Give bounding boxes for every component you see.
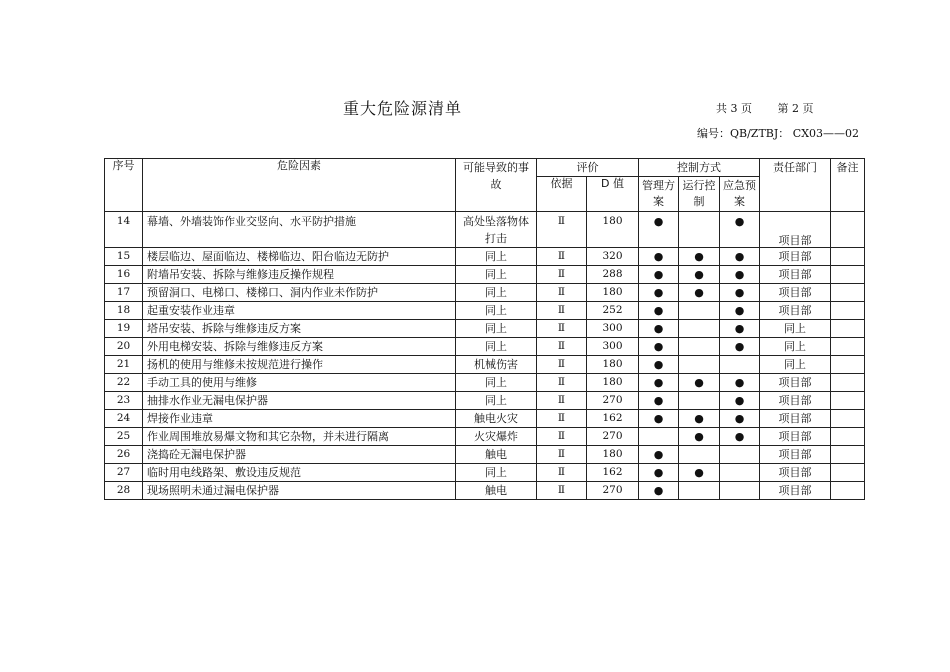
hazard-factor: 临时用电线路架、敷设违反规范 [143,464,456,482]
table-row [105,248,865,266]
responsible-dept: 同上 [760,356,831,374]
mgmt-plan-mark: ● [639,446,679,464]
row-number: 25 [105,428,143,446]
mgmt-plan-mark: ● [639,338,679,356]
emergency-plan-mark: ● [720,392,760,410]
mgmt-plan-mark: ● [639,464,679,482]
table-row [105,302,865,320]
possible-accident: 机械伤害 [456,356,537,374]
emergency-plan-mark: ● [720,212,760,248]
ops-control-mark: ● [679,410,720,428]
hazard-table [104,158,865,500]
d-value: 180 [587,284,639,302]
row-number: 18 [105,302,143,320]
table-row [105,266,865,284]
header-control: 控制方式 [639,159,760,177]
mgmt-plan-mark: ● [639,410,679,428]
mgmt-plan-mark: ● [639,302,679,320]
eval-basis: Ⅱ [537,284,587,302]
responsible-dept: 项目部 [760,428,831,446]
eval-basis: Ⅱ [537,428,587,446]
d-value: 270 [587,482,639,500]
hazard-factor: 塔吊安装、拆除与维修违反方案 [143,320,456,338]
hazard-factor: 抽排水作业无漏电保护器 [143,392,456,410]
ops-control-mark [679,392,720,410]
mgmt-plan-mark: ● [639,212,679,248]
note-cell [831,374,865,392]
note-cell [831,212,865,248]
row-number: 14 [105,212,143,248]
responsible-dept: 项目部 [760,410,831,428]
note-cell [831,446,865,464]
note-cell [831,248,865,266]
hazard-factor: 扬机的使用与维修未按规范进行操作 [143,356,456,374]
eval-basis: Ⅱ [537,482,587,500]
hazard-factor: 预留洞口、电梯口、楼梯口、洞内作业未作防护 [143,284,456,302]
row-number: 17 [105,284,143,302]
header-eval: 评价 [537,159,639,177]
table-row [105,356,865,374]
emergency-plan-mark: ● [720,302,760,320]
row-number: 20 [105,338,143,356]
hazard-factor: 外用电梯安装、拆除与维修违反方案 [143,338,456,356]
eval-basis: Ⅱ [537,320,587,338]
table-row [105,212,865,248]
d-value: 252 [587,302,639,320]
total-pages: 共 3 页 [716,102,752,115]
current-page: 第 2 页 [777,102,814,115]
table-row [105,320,865,338]
mgmt-plan-mark: ● [639,266,679,284]
header-mgmt: 管理方案 [639,177,679,212]
header-ops: 运行控制 [679,177,720,212]
table-row [105,284,865,302]
note-cell [831,284,865,302]
note-cell [831,428,865,446]
hazard-factor: 手动工具的使用与维修 [143,374,456,392]
row-number: 21 [105,356,143,374]
d-value: 180 [587,212,639,248]
responsible-dept: 项目部 [760,392,831,410]
ops-control-mark: ● [679,284,720,302]
header-no: 序号 [105,159,143,212]
mgmt-plan-mark: ● [639,374,679,392]
responsible-dept: 项目部 [760,284,831,302]
responsible-dept: 同上 [760,320,831,338]
d-value: 270 [587,428,639,446]
mgmt-plan-mark: ● [639,284,679,302]
mgmt-plan-mark: ● [639,356,679,374]
possible-accident: 同上 [456,320,537,338]
d-value: 300 [587,320,639,338]
header-dvalue: D 值 [587,177,639,212]
table-row [105,482,865,500]
table-row [105,374,865,392]
note-cell [831,320,865,338]
hazard-factor: 现场照明未通过漏电保护器 [143,482,456,500]
header-factor: 危险因素 [143,159,456,212]
note-cell [831,392,865,410]
emergency-plan-mark [720,482,760,500]
eval-basis: Ⅱ [537,266,587,284]
responsible-dept: 项目部 [760,302,831,320]
page-count [716,100,836,116]
mgmt-plan-mark: ● [639,248,679,266]
emergency-plan-mark [720,464,760,482]
row-number: 27 [105,464,143,482]
row-number: 15 [105,248,143,266]
note-cell [831,410,865,428]
hazard-factor: 幕墙、外墙装饰作业交竖向、水平防护措施 [143,212,456,248]
possible-accident: 同上 [456,374,537,392]
ops-control-mark: ● [679,248,720,266]
ops-control-mark [679,320,720,338]
hazard-factor: 附墙吊安装、拆除与维修违反操作规程 [143,266,456,284]
document-code: 编号：QB/ZTBJ： CX03——02 [697,127,860,140]
header-dept: 责任部门 [760,159,831,212]
note-cell [831,302,865,320]
emergency-plan-mark [720,446,760,464]
ops-control-mark: ● [679,266,720,284]
eval-basis: Ⅱ [537,410,587,428]
emergency-plan-mark: ● [720,374,760,392]
row-number: 22 [105,374,143,392]
responsible-dept: 项目部 [760,446,831,464]
eval-basis: Ⅱ [537,464,587,482]
row-number: 16 [105,266,143,284]
responsible-dept: 项目部 [760,374,831,392]
ops-control-mark: ● [679,428,720,446]
emergency-plan-mark: ● [720,284,760,302]
mgmt-plan-mark: ● [639,320,679,338]
mgmt-plan-mark: ● [639,482,679,500]
emergency-plan-mark [720,356,760,374]
table-row [105,338,865,356]
table-row [105,392,865,410]
emergency-plan-mark: ● [720,410,760,428]
d-value: 180 [587,356,639,374]
emergency-plan-mark: ● [720,338,760,356]
table-row [105,410,865,428]
header-emerg: 应急预案 [720,177,760,212]
responsible-dept: 项目部 [760,266,831,284]
possible-accident: 同上 [456,392,537,410]
note-cell [831,482,865,500]
ops-control-mark [679,482,720,500]
row-number: 23 [105,392,143,410]
possible-accident: 触电 [456,446,537,464]
emergency-plan-mark: ● [720,320,760,338]
eval-basis: Ⅱ [537,446,587,464]
emergency-plan-mark: ● [720,266,760,284]
row-number: 19 [105,320,143,338]
page-title: 重大危险源清单 [343,99,463,118]
mgmt-plan-mark: ● [639,392,679,410]
ops-control-mark [679,212,720,248]
header-basis: 依据 [537,177,587,212]
hazard-factor: 作业周围堆放易爆文物和其它杂物，并未进行隔离 [143,428,456,446]
note-cell [831,338,865,356]
eval-basis: Ⅱ [537,356,587,374]
possible-accident: 同上 [456,248,537,266]
responsible-dept: 项目部 [760,464,831,482]
d-value: 180 [587,374,639,392]
possible-accident: 同上 [456,302,537,320]
hazard-factor: 焊接作业违章 [143,410,456,428]
emergency-plan-mark: ● [720,248,760,266]
possible-accident: 触电火灾 [456,410,537,428]
ops-control-mark [679,356,720,374]
d-value: 288 [587,266,639,284]
eval-basis: Ⅱ [537,392,587,410]
possible-accident: 同上 [456,338,537,356]
eval-basis: Ⅱ [537,338,587,356]
d-value: 162 [587,464,639,482]
responsible-dept: 项目部 [760,248,831,266]
table-row [105,428,865,446]
eval-basis: Ⅱ [537,302,587,320]
possible-accident: 同上 [456,284,537,302]
note-cell [831,464,865,482]
possible-accident: 触电 [456,482,537,500]
row-number: 28 [105,482,143,500]
d-value: 300 [587,338,639,356]
possible-accident: 火灾爆炸 [456,428,537,446]
table-row [105,446,865,464]
note-cell [831,356,865,374]
ops-control-mark: ● [679,464,720,482]
d-value: 270 [587,392,639,410]
emergency-plan-mark: ● [720,428,760,446]
table-row [105,464,865,482]
header-result: 可能导致的事故 [456,159,537,212]
hazard-factor: 起重安装作业违章 [143,302,456,320]
possible-accident: 高处坠落物体打击 [456,212,537,248]
responsible-dept: 同上 [760,338,831,356]
hazard-factor: 楼层临边、屋面临边、楼梯临边、阳台临边无防护 [143,248,456,266]
ops-control-mark [679,338,720,356]
d-value: 320 [587,248,639,266]
header-note: 备注 [831,159,865,212]
possible-accident: 同上 [456,266,537,284]
responsible-dept: 项目部 [760,212,831,248]
ops-control-mark [679,302,720,320]
eval-basis: Ⅱ [537,212,587,248]
ops-control-mark: ● [679,374,720,392]
note-cell [831,266,865,284]
mgmt-plan-mark [639,428,679,446]
hazard-factor: 浇捣砼无漏电保护器 [143,446,456,464]
eval-basis: Ⅱ [537,248,587,266]
ops-control-mark [679,446,720,464]
row-number: 24 [105,410,143,428]
row-number: 26 [105,446,143,464]
possible-accident: 同上 [456,464,537,482]
d-value: 180 [587,446,639,464]
d-value: 162 [587,410,639,428]
responsible-dept: 项目部 [760,482,831,500]
eval-basis: Ⅱ [537,374,587,392]
